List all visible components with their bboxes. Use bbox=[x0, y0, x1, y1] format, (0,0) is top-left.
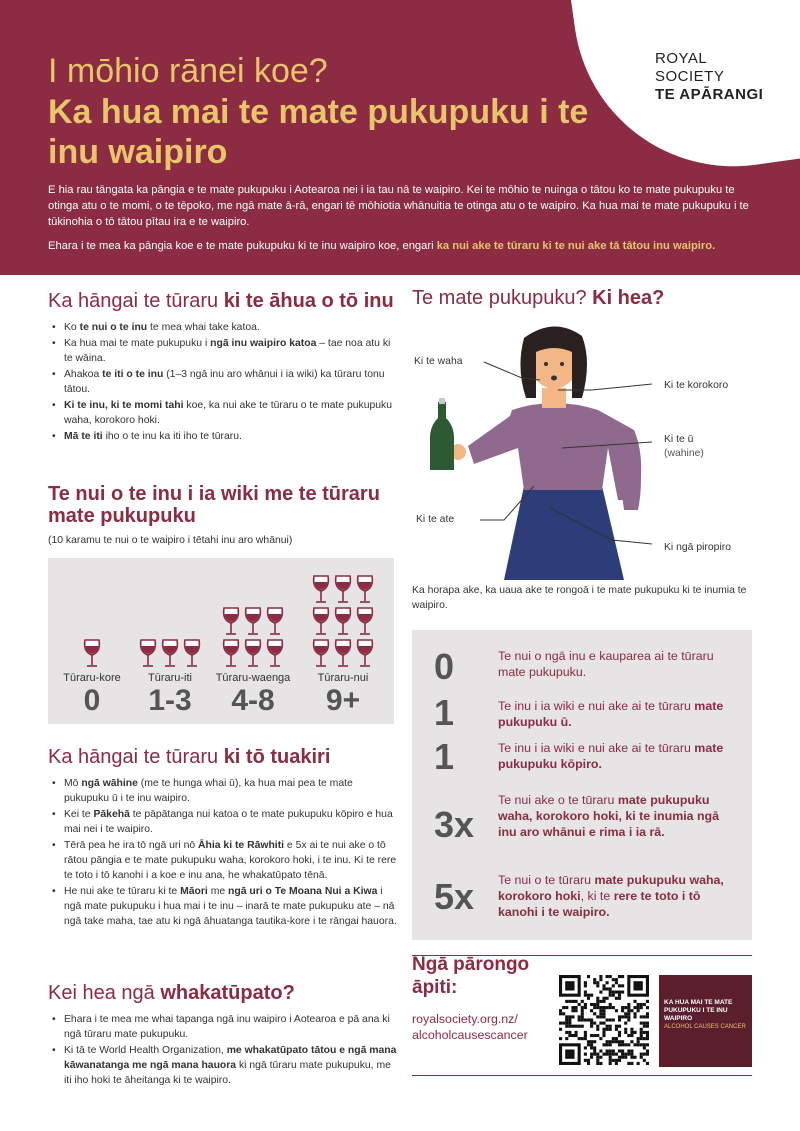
list-item bbox=[48, 320, 398, 335]
risk-label: Tūraru-kore bbox=[63, 672, 121, 684]
thumb-subtitle: ALCOHOL CAUSES CANCER bbox=[664, 1024, 746, 1030]
wine-glass-group bbox=[300, 574, 386, 668]
bold-text: Ki te inu, ki te momi tahi bbox=[64, 400, 184, 411]
text: Te nui ake o te tūraru bbox=[498, 793, 618, 807]
logo-line3: TE APĀRANGI bbox=[655, 86, 764, 103]
section-cancer-sites bbox=[412, 287, 772, 309]
text: iho o te inu ka iti iho te tūraru. bbox=[102, 431, 242, 442]
label-mouth: Ki te waha bbox=[414, 356, 463, 367]
section-heading bbox=[412, 287, 772, 309]
heading-part: Ka hāngai te tūraru bbox=[48, 290, 224, 312]
risk-count: 0 bbox=[83, 684, 101, 717]
wine-glass-group bbox=[52, 638, 132, 668]
text: Ko bbox=[64, 322, 80, 333]
bullet-list bbox=[48, 320, 398, 444]
link-line1: royalsociety.org.nz/ bbox=[412, 1012, 518, 1026]
bold-text: te iti o te inu bbox=[102, 369, 164, 380]
list-item bbox=[48, 336, 398, 366]
text: me bbox=[207, 886, 229, 897]
figure-caption: Ka horapa ake, ka uaua ake te rongoā i te mate pukupuku ki te inumia te waipiro. bbox=[412, 585, 747, 611]
intro2-text: Ehara i te mea ka pāngia koe e te mate pukupuku ki te inu waipiro koe, engari bbox=[48, 240, 437, 252]
bold-text: ngā uri o Te Moana Nui a Kiwa bbox=[228, 886, 378, 897]
bold-text: Āhia ki te Rāwhiti bbox=[198, 840, 285, 851]
text: koe, ka nui ake te tūraru o te mate pukupuku waha, korokoro hoki. bbox=[64, 400, 393, 426]
wine-glass-icon bbox=[355, 574, 375, 604]
wine-glass-group bbox=[130, 638, 210, 668]
intro-paragraph-2 bbox=[48, 238, 788, 254]
sweater-shape bbox=[468, 403, 641, 500]
resources-block bbox=[412, 953, 562, 1043]
risk-level-low bbox=[130, 638, 210, 718]
label-breast-sub: (wahine) bbox=[664, 448, 704, 459]
heading-bold: whakatūpato? bbox=[160, 982, 295, 1004]
header-banner bbox=[0, 0, 800, 275]
text: – tae noa atu ki te wāina. bbox=[64, 338, 391, 364]
label-breast: Ki te ū bbox=[664, 434, 694, 445]
wine-glass-icon bbox=[243, 606, 263, 636]
text: Ehara i te mea me whai tapanga ngā inu waipiro i Aotearoa e pā ana ki ngā tūraru mate pukupuku. bbox=[64, 1014, 390, 1040]
stat-text bbox=[498, 740, 738, 772]
link-line2: alcoholcausescancer bbox=[412, 1028, 528, 1042]
wine-glass-icon bbox=[160, 638, 180, 668]
stat-text bbox=[498, 872, 738, 920]
risk-count: 9+ bbox=[325, 684, 361, 717]
intro2-highlight: ka nui ake te tūraru ki te nui ake tā tātou inu waipiro. bbox=[436, 240, 716, 252]
wine-glass-icon bbox=[82, 638, 102, 668]
label-liver: Ki te ate bbox=[416, 514, 455, 525]
bold-text: te nui o te inu bbox=[79, 322, 148, 333]
booklet-thumbnail[interactable] bbox=[659, 975, 752, 1067]
divider bbox=[412, 1075, 752, 1076]
bold-text: me whakatūpato tātou e ngā mana kāwanatanga me ngā mana hauora bbox=[64, 1045, 397, 1071]
risk-count: 4-8 bbox=[231, 684, 275, 717]
stat-number: 1 bbox=[434, 692, 455, 733]
text: Te inu i ia wiki e nui ake ai te tūraru bbox=[498, 741, 695, 755]
stat-text bbox=[498, 792, 738, 840]
page-title: Ka hua mai te mate pukupuku i te inu waipiro bbox=[48, 93, 589, 171]
list-item bbox=[48, 429, 398, 444]
section-heading bbox=[48, 746, 398, 768]
label-throat: Ki te korokoro bbox=[664, 380, 729, 391]
list-item bbox=[48, 838, 398, 883]
stat-text bbox=[498, 698, 738, 730]
text: Kei te bbox=[64, 809, 94, 820]
wine-glass-icon bbox=[355, 606, 375, 636]
text: Ki tā te World Health Organization, bbox=[64, 1045, 227, 1056]
bold-text: ngā inu waipiro katoa bbox=[210, 338, 317, 349]
list-item bbox=[48, 884, 398, 929]
bold-text: mate pukupuku kōpiro. bbox=[498, 741, 724, 771]
wine-glass-icon bbox=[221, 638, 241, 668]
wine-glass-icon bbox=[243, 638, 263, 668]
heading-part: Ka hāngai te tūraru bbox=[48, 746, 224, 768]
stat-number: 1 bbox=[434, 736, 455, 777]
bold-text: Mā te iti bbox=[64, 431, 103, 442]
stat-text bbox=[498, 648, 738, 680]
risk-level-high bbox=[300, 574, 386, 718]
text: (1–3 ngā inu aro whānui i ia wiki) ka tūraru tonu tātou. bbox=[64, 369, 385, 395]
wine-glass-icon bbox=[333, 574, 353, 604]
list-item bbox=[48, 367, 398, 397]
section-warnings bbox=[48, 982, 398, 1089]
text: Te nui o ngā inu e kauparea ai te tūraru mate pukupuku. bbox=[498, 649, 714, 679]
list-item bbox=[48, 776, 398, 806]
text: te mea whai take katoa. bbox=[147, 322, 260, 333]
wine-glass-icon bbox=[333, 638, 353, 668]
section-weekly-drinks bbox=[48, 483, 388, 546]
bold-text: mate pukupuku ū. bbox=[498, 699, 724, 729]
risk-level-panel bbox=[48, 558, 394, 724]
royal-society-logo[interactable] bbox=[655, 50, 763, 104]
thumb-title: KA HUA MAI TE MATE PUKUPUKU I TE INU WAIPIRO bbox=[664, 999, 733, 1022]
text: te pāpātanga nui katoa o te mate pukupuku kōpiro e hua mai nei i te waipiro. bbox=[64, 809, 393, 835]
woman-illustration bbox=[412, 318, 772, 580]
stat-number: 0 bbox=[434, 646, 455, 687]
heading-part: Kei hea ngā bbox=[48, 982, 161, 1004]
wine-glass-icon bbox=[138, 638, 158, 668]
standard-drink-note: (10 karamu te nui o te waipiro i tētahi inu aro whānui) bbox=[48, 535, 293, 546]
text: , ki te bbox=[580, 889, 614, 903]
stats-panel bbox=[412, 630, 752, 940]
bold-text: Māori bbox=[180, 886, 208, 897]
risk-level-medium bbox=[206, 606, 300, 718]
heading-part: Te mate pukupuku? bbox=[412, 287, 593, 309]
wine-glass-icon bbox=[355, 638, 375, 668]
logo-line1: ROYAL bbox=[655, 50, 708, 67]
list-item bbox=[48, 398, 398, 428]
wine-glass-icon bbox=[311, 574, 331, 604]
text: He nui ake te tūraru ki te bbox=[64, 886, 181, 897]
bold-text: ngā wāhine bbox=[81, 778, 138, 789]
wine-glass-group bbox=[206, 606, 300, 668]
heading-bold: Ki hea? bbox=[592, 287, 665, 309]
risk-label: Tūraru-iti bbox=[147, 672, 192, 684]
section-drinking-pattern bbox=[48, 290, 398, 445]
wine-glass-icon bbox=[311, 638, 331, 668]
resources-link[interactable] bbox=[412, 1011, 562, 1043]
text: Mō bbox=[64, 778, 82, 789]
stat-number: 5x bbox=[434, 876, 475, 917]
risk-label: Tūraru-nui bbox=[317, 672, 369, 684]
heading-bold: ki tō tuakiri bbox=[223, 746, 331, 768]
page-title-question: I mōhio rānei koe? bbox=[48, 52, 328, 90]
wine-glass-icon bbox=[221, 606, 241, 636]
risk-count: 1-3 bbox=[148, 684, 192, 717]
wine-glass-icon bbox=[333, 606, 353, 636]
intro-paragraph: E hia rau tāngata ka pāngia e te mate pukupuku i Aotearoa nei i ia tau nā te waipiro. Kei te mōhio te nuinga o tātou ko te mate pukupuku te otinga atu o te momi, o te tēpoko, me ngā mate ā-rā, engari tē mōhiotia whānuitia te otinga atu o te waipiro. Ka hua mai te mate pukupuku i te tūkinohia o tō tātou pītau ira e te waipiro. bbox=[48, 184, 749, 228]
resources-heading: Ngā pārongo āpiti: bbox=[412, 954, 530, 998]
bold-text: rere te toto i tō kanohi i te waipiro. bbox=[498, 889, 701, 919]
bullet-list bbox=[48, 776, 398, 929]
bullet-list bbox=[48, 1012, 398, 1088]
wine-glass-icon bbox=[265, 638, 285, 668]
risk-level-none bbox=[52, 638, 132, 718]
list-item bbox=[48, 1043, 398, 1088]
risk-label: Tūraru-waenga bbox=[215, 672, 291, 684]
wine-glass-icon bbox=[265, 606, 285, 636]
bold-text: mate pukupuku waha, korokoro hoki bbox=[498, 873, 724, 903]
logo-line2: SOCIETY bbox=[655, 68, 725, 85]
text: ki ngā tūraru mate pukupuku, me iti iho hoki te āheitanga ki te waipiro. bbox=[64, 1060, 391, 1086]
text: Tērā pea he ira tō ngā uri nō bbox=[64, 840, 199, 851]
bottle-shape bbox=[430, 402, 454, 470]
stat-number: 3x bbox=[434, 804, 475, 845]
section-heading bbox=[48, 982, 398, 1004]
list-item bbox=[48, 807, 398, 837]
text: Te inu i ia wiki e nui ake ai te tūraru bbox=[498, 699, 695, 713]
text: Ka hua mai te mate pukupuku i bbox=[64, 338, 211, 349]
list-item bbox=[48, 1012, 398, 1042]
wine-glass-icon bbox=[311, 606, 331, 636]
text: Te nui o te tūraru bbox=[498, 873, 595, 887]
bold-text: Pākehā bbox=[93, 809, 130, 820]
text: e 5x ai te nui ake o tō rātou pāngia e te mate pukupuku waha, korokoro hoki, i te inu. Ki te rere te toto i tō kanohi i a koe e inu ana, he whakatūpato tēnā. bbox=[64, 840, 397, 881]
section-heading bbox=[48, 290, 398, 312]
wine-glass-icon bbox=[182, 638, 202, 668]
body-illustration bbox=[412, 318, 772, 580]
section-heading: Te nui o te inu i ia wiki me te tūraru mate pukupuku bbox=[48, 483, 380, 527]
text: (me te hunga whai ū), ka hua mai pea te mate pukupuku ū i te inu waipiro. bbox=[64, 778, 353, 804]
heading-bold: ki te āhua o tō inu bbox=[223, 290, 394, 312]
bold-text: mate pukupuku waha, korokoro hoki, ki te inumia ngā inu aro whānui e rima i ia rā. bbox=[498, 793, 720, 839]
qr-code[interactable] bbox=[559, 975, 649, 1065]
section-identity-risk bbox=[48, 746, 398, 930]
text: Ahakoa bbox=[64, 369, 103, 380]
text: i ngā mate pukupuku i hua mai i te inu – inarā te mate pukupuku ate – nā ngā take maha, tae atu ki ngā āhuatanga tautika-kore i te rāngai hauora. bbox=[64, 886, 397, 927]
label-bowel: Ki ngā piropiro bbox=[664, 542, 732, 553]
